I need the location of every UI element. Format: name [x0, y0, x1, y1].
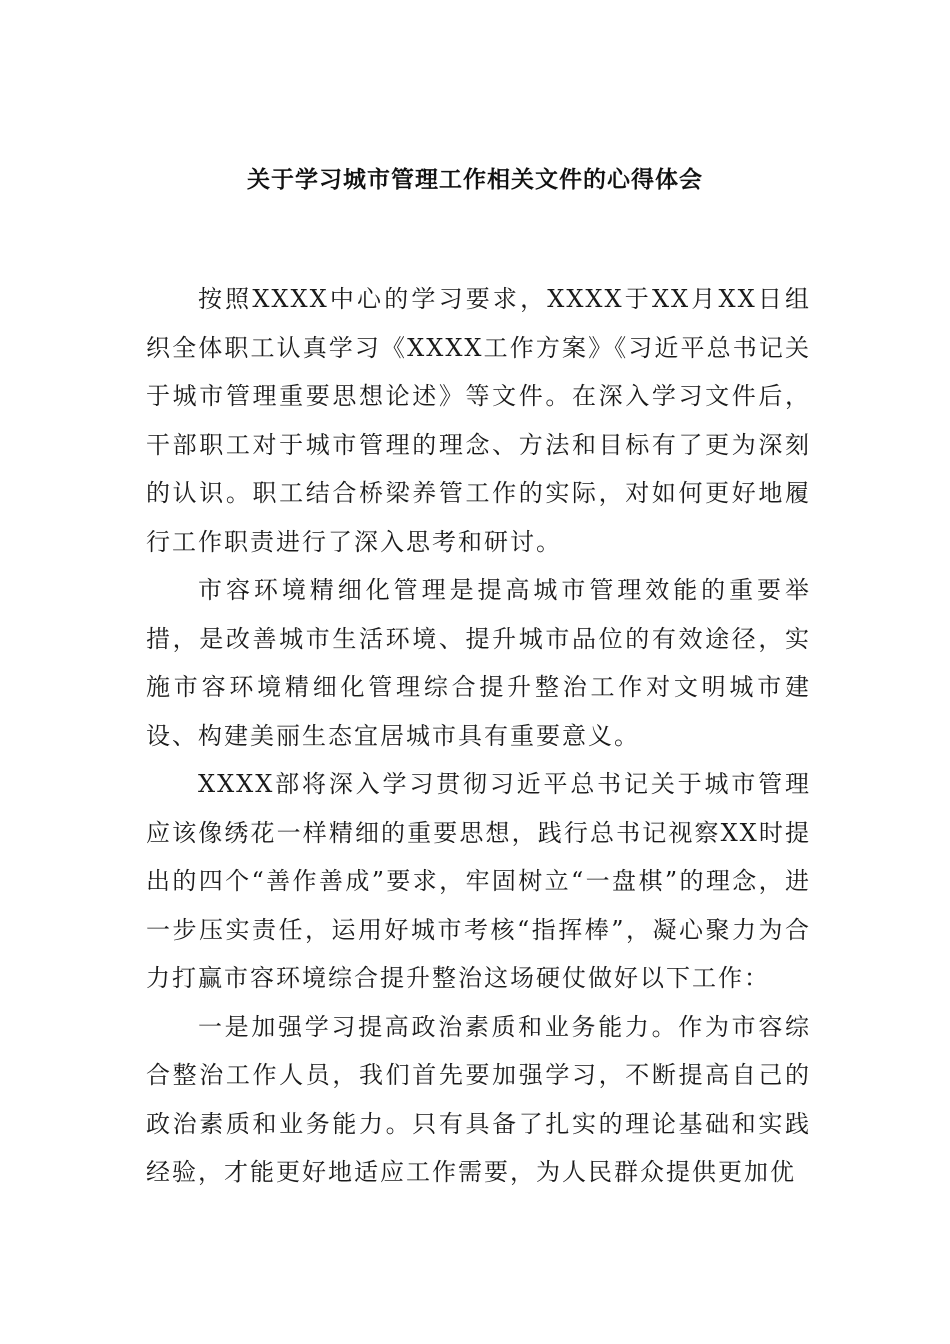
paragraph-3: XXXX部将深入学习贯彻习近平总书记关于城市管理应该像绣花一样精细的重要思想，践行总书记视察XX时提出的四个“善作善成”要求，牢固树立“一盘棋”的理念，进一步压实责任，运用好城市考核“指挥棒”，凝心聚力为合力打赢市容环境综合提升整治这场硬仗做好以下工作：: [146, 770, 811, 992]
paragraph-4: 一是加强学习提高政治素质和业务能力。作为市容综合整治工作人员，我们首先要加强学习，不断提高自己的政治素质和业务能力。只有具备了扎实的理论基础和实践经验，才能更好地适应工作需要，为人民群众提供更加优: [146, 1012, 811, 1186]
document-body: [146, 275, 811, 1197]
paragraph-1: 按照XXXX中心的学习要求，XXXX于XX月XX日组织全体职工认真学习《XXXX工作方案》《习近平总书记关于城市管理重要思想论述》等文件。在深入学习文件后，干部职工对于城市管理的理念、方法和目标有了更为深刻的认识。职工结合桥梁养管工作的实际，对如何更好地履行工作职责进行了深入思考和研讨。: [146, 285, 811, 556]
document-title: 关于学习城市管理工作相关文件的心得体会: [247, 167, 703, 193]
paragraph-2: 市容环境精细化管理是提高城市管理效能的重要举措，是改善城市生活环境、提升城市品位的有效途径，实施市容环境精细化管理综合提升整治工作对文明城市建设、构建美丽生态宜居城市具有重要意义。: [146, 576, 811, 750]
